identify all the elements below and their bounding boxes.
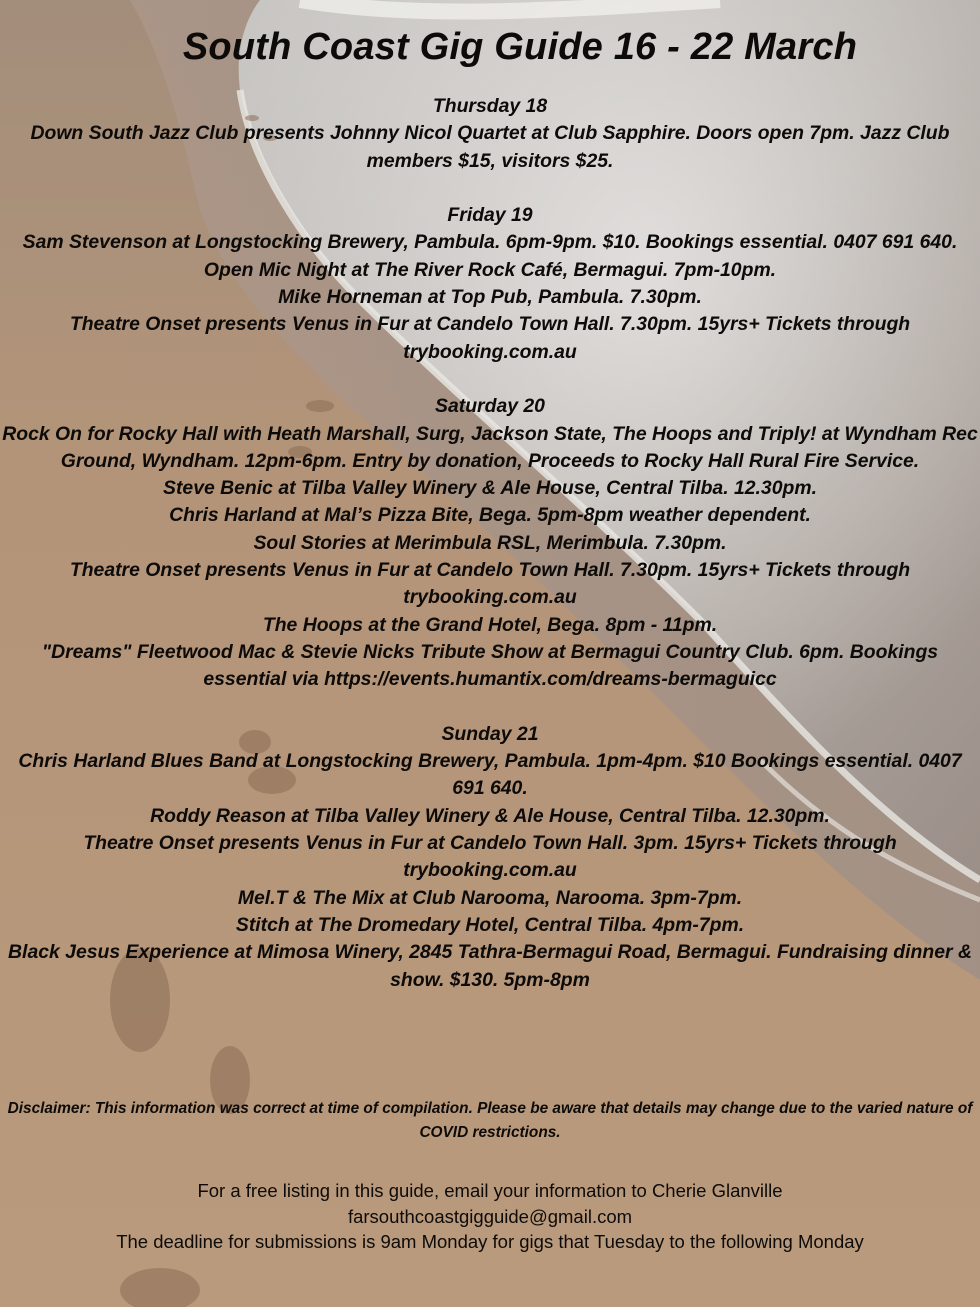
submission-deadline: The deadline for submissions is 9am Monday for gigs that Tuesday to the following Monday — [116, 1231, 864, 1252]
day-sunday — [0, 721, 980, 994]
gig-entry: "Dreams" Fleetwood Mac & Stevie Nicks Tribute Show at Bermagui Country Club. 6pm. Bookings essential via https://events.humantix.com/dreams-bermaguicc — [41, 640, 939, 691]
contact-info — [0, 1178, 980, 1255]
gig-entry: Rock On for Rocky Hall with Heath Marshall, Surg, Jackson State, The Hoops and Triply! at Wyndham Rec Ground, Wyndham. 12pm-6pm. Entry by donation, Proceeds to Rocky Hall Rural Fire Service. — [2, 422, 978, 472]
gig-entry: Stitch at The Dromedary Hotel, Central Tilba. 4pm-7pm. — [235, 913, 745, 936]
day-heading: Sunday 21 — [441, 722, 539, 745]
contact-email: farsouthcoastgigguide@gmail.com — [347, 1205, 633, 1227]
gig-entry: Roddy Reason at Tilba Valley Winery & Ale House, Central Tilba. 12.30pm. — [150, 804, 830, 827]
gig-entry: Chris Harland Blues Band at Longstocking Brewery, Pambula. 1pm-4pm. $10 Bookings essential. 0407 691 640. — [18, 750, 962, 800]
gig-listings — [0, 93, 980, 1021]
disclaimer — [0, 1097, 980, 1145]
gig-entry: Mel.T & The Mix at Club Narooma, Narooma. 3pm-7pm. — [237, 886, 743, 909]
gig-entry: Theatre Onset presents Venus in Fur at Candelo Town Hall. 3pm. 15yrs+ Tickets through trybooking.com.au — [83, 832, 897, 882]
gig-entry: Black Jesus Experience at Mimosa Winery, 2845 Tathra-Bermagui Road, Bermagui. Fundraising dinner & show. $130. 5pm-8pm — [8, 941, 972, 991]
gig-entry: Steve Benic at Tilba Valley Winery & Ale House, Central Tilba. 12.30pm. — [163, 477, 817, 500]
gig-entry: Theatre Onset presents Venus in Fur at Candelo Town Hall. 7.30pm. 15yrs+ Tickets through trybooking.com.au — [69, 559, 911, 609]
day-heading: Saturday 20 — [435, 395, 545, 418]
disclaimer-text: Disclaimer: This information was correct at time of compilation. Please be aware that details may change due to the varied nature of COVID restrictions. — [7, 1100, 973, 1141]
gig-entry: The Hoops at the Grand Hotel, Bega. 8pm - 11pm. — [262, 613, 718, 636]
gig-entry: Chris Harland at Mal’s Pizza Bite, Bega. 5pm-8pm weather dependent. — [169, 504, 811, 527]
day-friday — [0, 202, 980, 366]
gig-entry: Down South Jazz Club presents Johnny Nicol Quartet at Club Sapphire. Doors open 7pm. Jazz Club members $15, visitors $25. — [30, 122, 950, 172]
contact-line: For a free listing in this guide, email your information to Cherie Glanville — [197, 1180, 783, 1201]
day-heading: Friday 19 — [447, 204, 533, 227]
poster-title: South Coast Gig Guide 16 - 22 March — [182, 26, 858, 68]
day-heading: Thursday 18 — [432, 95, 548, 117]
gig-entry: Sam Stevenson at Longstocking Brewery, Pambula. 6pm-9pm. $10. Bookings essential. 0407 691 640. — [22, 231, 958, 254]
day-saturday — [0, 393, 980, 693]
gig-entry: Open Mic Night at The River Rock Café, Bermagui. 7pm-10pm. — [203, 258, 777, 281]
gig-entry: Theatre Onset presents Venus in Fur at Candelo Town Hall. 7.30pm. 15yrs+ Tickets through trybooking.com.au — [69, 313, 911, 363]
gig-entry: Mike Horneman at Top Pub, Pambula. 7.30pm. — [278, 286, 702, 309]
gig-entry: Soul Stories at Merimbula RSL, Merimbula. 7.30pm. — [253, 531, 727, 554]
day-thursday — [0, 93, 980, 175]
